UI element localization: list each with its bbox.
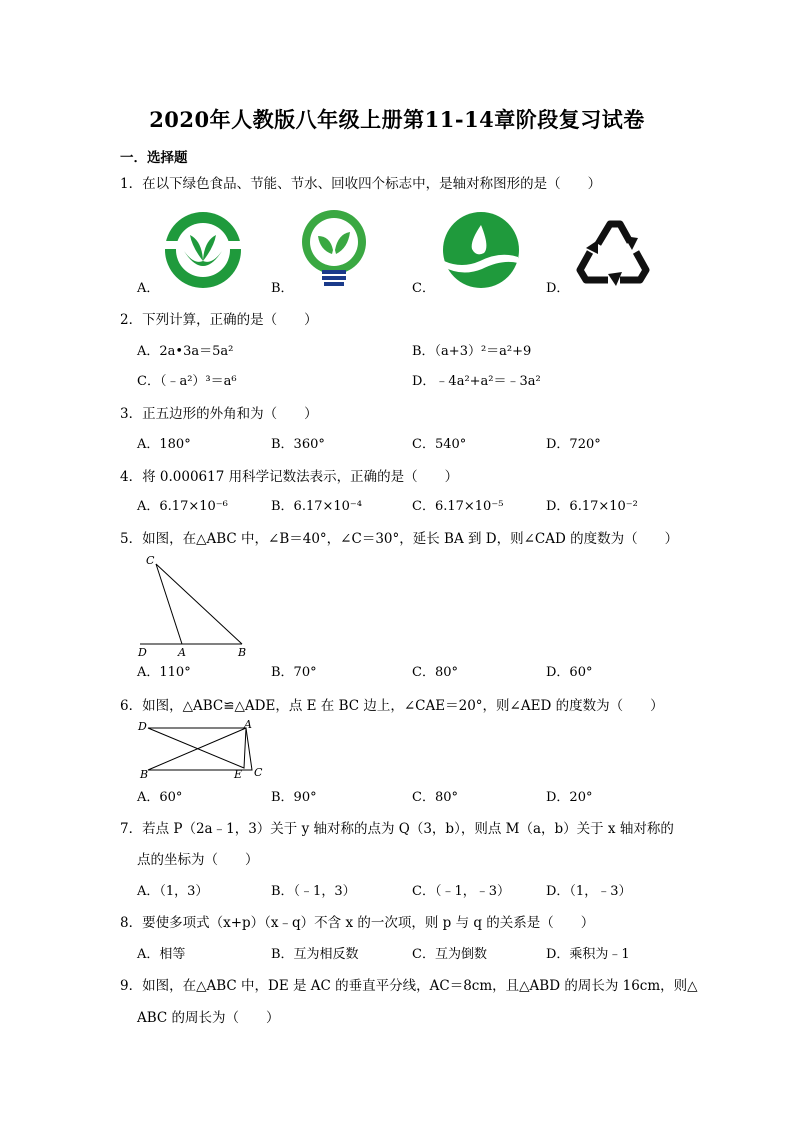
- label-b: B: [140, 768, 149, 781]
- q6-option-d: D．20°: [546, 790, 593, 805]
- q8-option-a: A．相等: [137, 947, 186, 962]
- label-c: C: [254, 766, 263, 779]
- green-food-logo-icon: [164, 211, 242, 289]
- q7-option-a: A．（1，3）: [137, 884, 209, 899]
- label-d: D: [138, 646, 147, 659]
- q8-option-b: B．互为相反数: [271, 947, 359, 962]
- question-3: 3．正五边形的外角和为（ ）: [120, 406, 318, 422]
- label-d: D: [138, 720, 147, 733]
- q3-option-b: B．360°: [271, 437, 325, 452]
- q5-option-b: B．70°: [271, 665, 317, 680]
- question-9: 9．如图，在△ABC 中，DE 是 AC 的垂直平分线，AC＝8cm，且△ABD 的周长为 16cm，则△: [120, 978, 698, 994]
- q1-option-b: B．: [271, 281, 294, 296]
- question-4: 4．将 0.000617 用科学记数法表示，正确的是（ ）: [120, 469, 459, 485]
- question-1: 1．在以下绿色食品、节能、节水、回收四个标志中，是轴对称图形的是（ ）: [120, 176, 602, 192]
- q3-option-d: D．720°: [546, 437, 601, 452]
- q8-option-c: C．互为倒数: [412, 947, 487, 962]
- q5-option-c: C．80°: [412, 665, 458, 680]
- label-b: B: [238, 646, 247, 659]
- congruent-triangles-figure: [134, 718, 264, 782]
- section-heading: 一．选择题: [120, 150, 188, 166]
- water-saving-logo-icon: [442, 211, 520, 289]
- energy-saving-bulb-logo-icon: [298, 210, 370, 290]
- q4-option-c: C．6.17×10⁻⁵: [412, 499, 504, 514]
- question-8: 8．要使多项式（x+p）（x﹣q）不含 x 的一次项，则 p 与 q 的关系是（ ）: [120, 915, 595, 931]
- label-e: E: [234, 768, 243, 781]
- q1-option-d: D．: [546, 281, 570, 296]
- q6-option-c: C．80°: [412, 790, 458, 805]
- question-9-line-2: ABC 的周长为（ ）: [137, 1010, 280, 1026]
- q4-option-a: A．6.17×10⁻⁶: [137, 499, 228, 514]
- page-title: 2020年人教版八年级上册第11-14章阶段复习试卷: [149, 107, 645, 132]
- q5-option-a: A．110°: [137, 665, 191, 680]
- q3-option-a: A．180°: [137, 437, 191, 452]
- label-a: A: [244, 718, 252, 731]
- q7-option-b: B．（﹣1，3）: [271, 884, 356, 899]
- q7-option-d: D．（1，﹣3）: [546, 884, 632, 899]
- q8-option-d: D．乘积为﹣1: [546, 947, 630, 962]
- q6-option-b: B．90°: [271, 790, 317, 805]
- q2-option-d: D．﹣4a²+a²＝﹣3a²: [412, 374, 541, 389]
- question-6: 6．如图，△ABC≌△ADE，点 E 在 BC 边上，∠CAE＝20°，则∠AED 的度数为（ ）: [120, 698, 664, 714]
- q4-option-d: D．6.17×10⁻²: [546, 499, 638, 514]
- q2-option-c: C．（﹣a²）³＝a⁶: [137, 374, 237, 389]
- q2-option-b: B．（a+3）²＝a²+9: [412, 344, 532, 359]
- label-c: C: [146, 554, 155, 567]
- question-5: 5．如图，在△ABC 中，∠B＝40°，∠C＝30°，延长 BA 到 D，则∠CAD 的度数为（ ）: [120, 531, 679, 547]
- q4-option-b: B．6.17×10⁻⁴: [271, 499, 363, 514]
- q7-option-c: C．（﹣1，﹣3）: [412, 884, 510, 899]
- q1-option-a: A．: [137, 281, 160, 296]
- question-2: 2．下列计算，正确的是（ ）: [120, 312, 318, 328]
- question-7: 7．若点 P（2a﹣1，3）关于 y 轴对称的点为 Q（3，b），则点 M（a，b）关于 x 轴对称的: [120, 821, 674, 837]
- q5-option-d: D．60°: [546, 665, 593, 680]
- recycle-logo-icon: [576, 214, 652, 288]
- triangle-abc-figure: [134, 552, 254, 660]
- question-7-line-2: 点的坐标为（ ）: [137, 852, 259, 868]
- q3-option-c: C．540°: [412, 437, 467, 452]
- q2-option-a: A．2a•3a＝5a²: [137, 344, 234, 359]
- label-a: A: [178, 646, 186, 659]
- q6-option-a: A．60°: [137, 790, 183, 805]
- q1-option-c: C．: [412, 281, 435, 296]
